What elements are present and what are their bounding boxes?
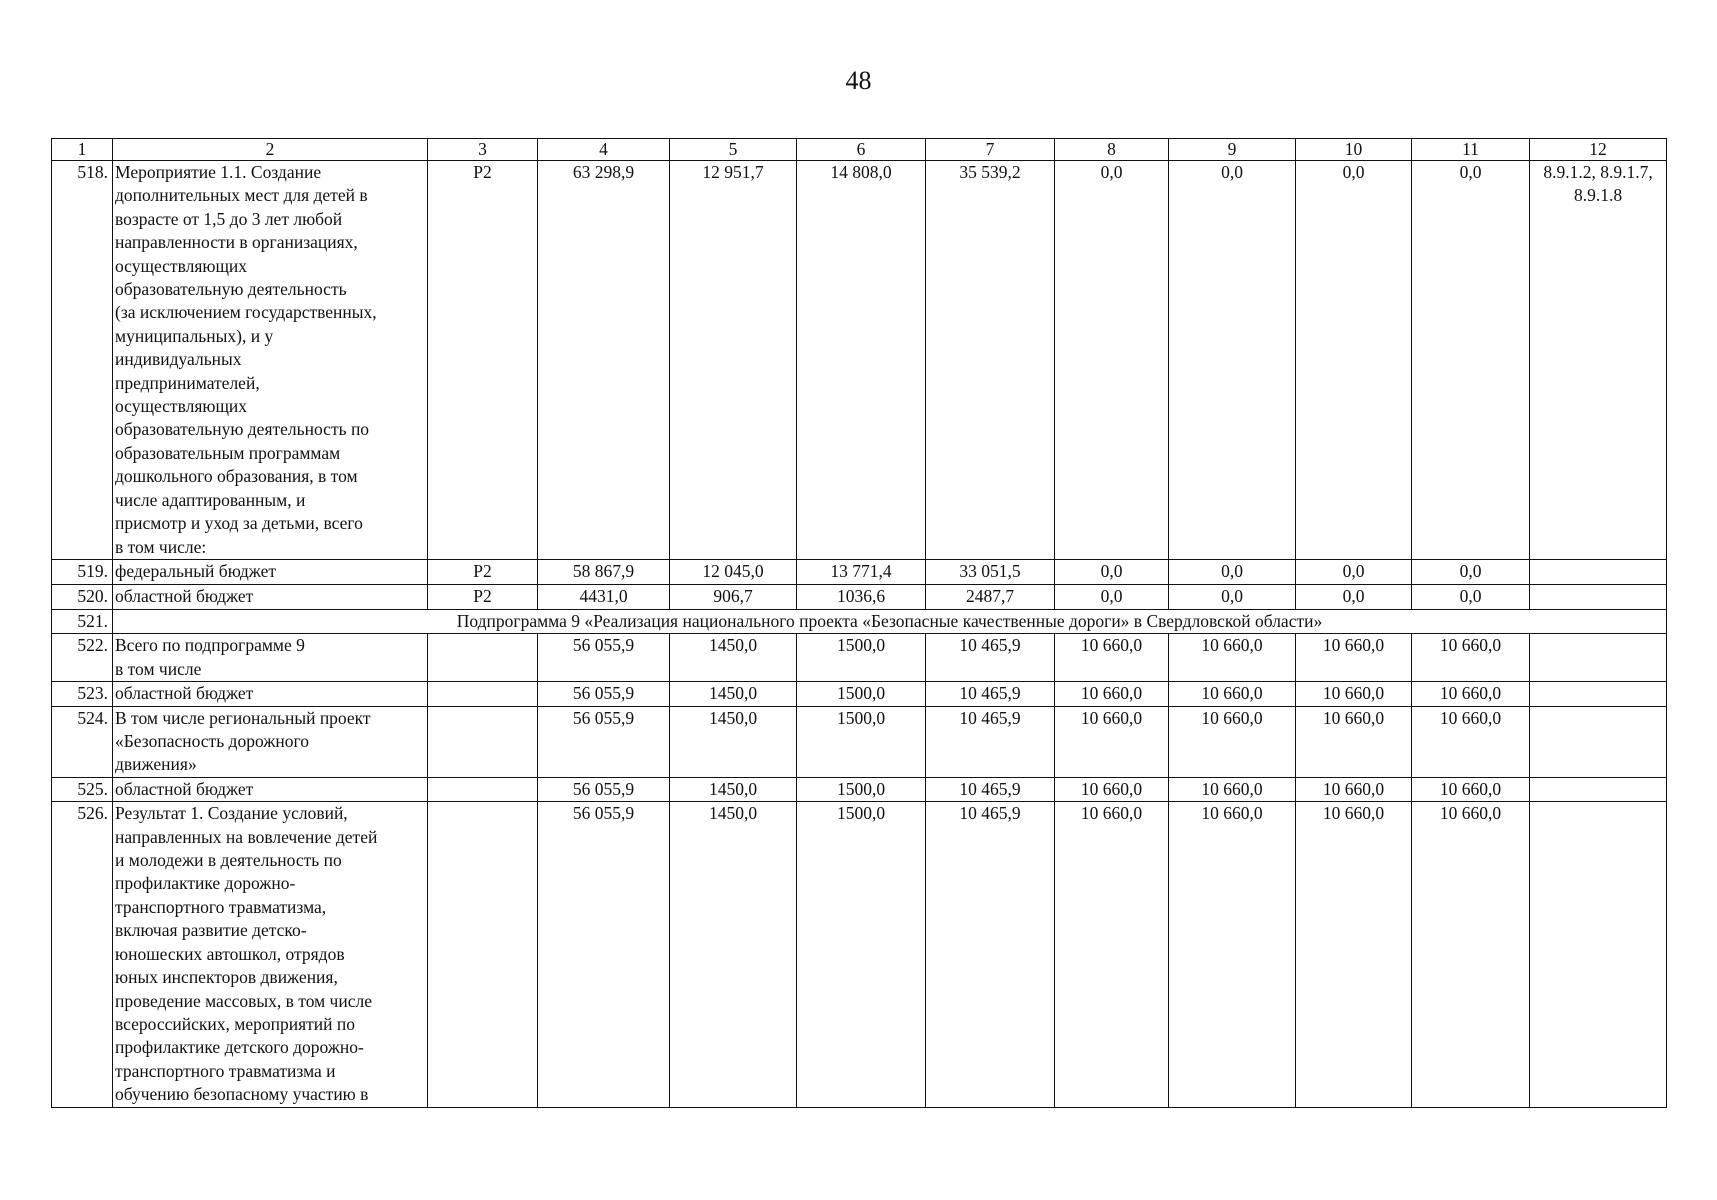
cell-col5: 1450,0 (670, 706, 797, 777)
cell-col11: 0,0 (1412, 161, 1530, 560)
cell-col12 (1530, 802, 1667, 1107)
row-code (428, 634, 538, 682)
table-row (52, 161, 1667, 560)
cell-col9: 10 660,0 (1169, 706, 1296, 777)
cell-col12 (1530, 706, 1667, 777)
subprogram-row (52, 610, 1667, 634)
row-name: Результат 1. Создание условий, направленных на вовлечение детей и молодежи в деятельность по профилактике дорожно- транспортного травматизма, включая развитие детско- юношеских автошкол, отрядов юных инспекторов движения, проведение массовых, в том числе всероссийских, мероприятий по профилактике детского дорожно- транспортного травматизма и обучению безопасному участию в (113, 802, 428, 1107)
cell-col6: 1500,0 (797, 682, 926, 706)
cell-col5: 12 045,0 (670, 560, 797, 585)
cell-col9: 0,0 (1169, 585, 1296, 610)
col-header-6: 6 (797, 139, 926, 161)
cell-col12 (1530, 634, 1667, 682)
cell-col8: 0,0 (1055, 585, 1169, 610)
table-row (52, 585, 1667, 610)
cell-col11: 10 660,0 (1412, 802, 1530, 1107)
subprogram-title: Подпрограмма 9 «Реализация национального проекта «Безопасные качественные дороги» в Свердловской области» (113, 610, 1667, 634)
row-code: Р2 (428, 585, 538, 610)
cell-col6: 1500,0 (797, 706, 926, 777)
cell-col10: 0,0 (1296, 585, 1412, 610)
row-number: 523. (52, 682, 113, 706)
row-number: 519. (52, 560, 113, 585)
cell-col6: 14 808,0 (797, 161, 926, 560)
cell-col9: 10 660,0 (1169, 777, 1296, 801)
cell-col9: 10 660,0 (1169, 634, 1296, 682)
cell-col6: 13 771,4 (797, 560, 926, 585)
row-name: Мероприятие 1.1. Создание дополнительных мест для детей в возрасте от 1,5 до 3 лет любой направленности в организациях, осуществляющих образовательную деятельность (за исключением государственных, муниципальных), и у индивидуальных предпринимателей, осуществляющих образовательную деятельность по образовательным программам дошкольного образования, в том числе адаптированным, и присмотр и уход за детьми, всего в том числе: (113, 161, 428, 560)
row-name: федеральный бюджет (113, 560, 428, 585)
cell-col11: 0,0 (1412, 585, 1530, 610)
row-name: Всего по подпрограмме 9 в том числе (113, 634, 428, 682)
cell-col4: 58 867,9 (538, 560, 670, 585)
row-code: Р2 (428, 560, 538, 585)
cell-col10: 10 660,0 (1296, 706, 1412, 777)
cell-col10: 10 660,0 (1296, 682, 1412, 706)
col-header-5: 5 (670, 139, 797, 161)
cell-col8: 10 660,0 (1055, 777, 1169, 801)
table-row (52, 706, 1667, 777)
cell-col11: 10 660,0 (1412, 706, 1530, 777)
cell-col7: 33 051,5 (926, 560, 1055, 585)
row-number: 526. (52, 802, 113, 1107)
cell-col7: 35 539,2 (926, 161, 1055, 560)
table-row (52, 634, 1667, 682)
cell-col10: 0,0 (1296, 560, 1412, 585)
cell-col12: 8.9.1.2, 8.9.1.7, 8.9.1.8 (1530, 161, 1667, 560)
cell-col5: 12 951,7 (670, 161, 797, 560)
cell-col7: 10 465,9 (926, 777, 1055, 801)
column-numbers-row (52, 139, 1667, 161)
col-header-4: 4 (538, 139, 670, 161)
cell-col11: 10 660,0 (1412, 634, 1530, 682)
cell-col9: 10 660,0 (1169, 802, 1296, 1107)
cell-col4: 56 055,9 (538, 777, 670, 801)
cell-col9: 10 660,0 (1169, 682, 1296, 706)
cell-col5: 906,7 (670, 585, 797, 610)
cell-col5: 1450,0 (670, 634, 797, 682)
row-name: областной бюджет (113, 777, 428, 801)
row-number: 525. (52, 777, 113, 801)
col-header-3: 3 (428, 139, 538, 161)
cell-col7: 10 465,9 (926, 634, 1055, 682)
col-header-10: 10 (1296, 139, 1412, 161)
cell-col9: 0,0 (1169, 560, 1296, 585)
cell-col7: 10 465,9 (926, 682, 1055, 706)
cell-col4: 4431,0 (538, 585, 670, 610)
cell-col4: 56 055,9 (538, 634, 670, 682)
cell-col8: 10 660,0 (1055, 634, 1169, 682)
cell-col11: 10 660,0 (1412, 682, 1530, 706)
table-row (52, 777, 1667, 801)
cell-col5: 1450,0 (670, 682, 797, 706)
cell-col7: 2487,7 (926, 585, 1055, 610)
col-header-2: 2 (113, 139, 428, 161)
col-header-9: 9 (1169, 139, 1296, 161)
cell-col4: 56 055,9 (538, 802, 670, 1107)
cell-col12 (1530, 682, 1667, 706)
cell-col12 (1530, 777, 1667, 801)
cell-col10: 10 660,0 (1296, 777, 1412, 801)
cell-col6: 1500,0 (797, 634, 926, 682)
cell-col4: 63 298,9 (538, 161, 670, 560)
table-row (52, 802, 1667, 1107)
page-number: 48 (845, 66, 872, 95)
row-number: 518. (52, 161, 113, 560)
row-name: В том числе региональный проект «Безопасность дорожного движения» (113, 706, 428, 777)
cell-col8: 10 660,0 (1055, 682, 1169, 706)
cell-col7: 10 465,9 (926, 802, 1055, 1107)
col-header-11: 11 (1412, 139, 1530, 161)
cell-col6: 1500,0 (797, 777, 926, 801)
row-code (428, 777, 538, 801)
table-row (52, 560, 1667, 585)
cell-col8: 0,0 (1055, 560, 1169, 585)
cell-col8: 10 660,0 (1055, 706, 1169, 777)
cell-col12 (1530, 585, 1667, 610)
row-name: областной бюджет (113, 682, 428, 706)
cell-col6: 1500,0 (797, 802, 926, 1107)
cell-col8: 0,0 (1055, 161, 1169, 560)
cell-col12 (1530, 560, 1667, 585)
cell-col10: 10 660,0 (1296, 634, 1412, 682)
row-code (428, 682, 538, 706)
cell-col10: 0,0 (1296, 161, 1412, 560)
cell-col11: 0,0 (1412, 560, 1530, 585)
col-header-7: 7 (926, 139, 1055, 161)
cell-col5: 1450,0 (670, 802, 797, 1107)
cell-col7: 10 465,9 (926, 706, 1055, 777)
row-name: областной бюджет (113, 585, 428, 610)
row-code: Р2 (428, 161, 538, 560)
col-header-1: 1 (52, 139, 113, 161)
cell-col9: 0,0 (1169, 161, 1296, 560)
cell-col8: 10 660,0 (1055, 802, 1169, 1107)
row-number: 524. (52, 706, 113, 777)
row-code (428, 706, 538, 777)
cell-col6: 1036,6 (797, 585, 926, 610)
cell-col11: 10 660,0 (1412, 777, 1530, 801)
row-number: 520. (52, 585, 113, 610)
col-header-8: 8 (1055, 139, 1169, 161)
cell-col4: 56 055,9 (538, 682, 670, 706)
row-number: 521. (52, 610, 113, 634)
row-code (428, 802, 538, 1107)
table-row (52, 682, 1667, 706)
cell-col5: 1450,0 (670, 777, 797, 801)
col-header-12: 12 (1530, 139, 1667, 161)
cell-col4: 56 055,9 (538, 706, 670, 777)
row-number: 522. (52, 634, 113, 682)
budget-table (51, 138, 1667, 1108)
cell-col10: 10 660,0 (1296, 802, 1412, 1107)
